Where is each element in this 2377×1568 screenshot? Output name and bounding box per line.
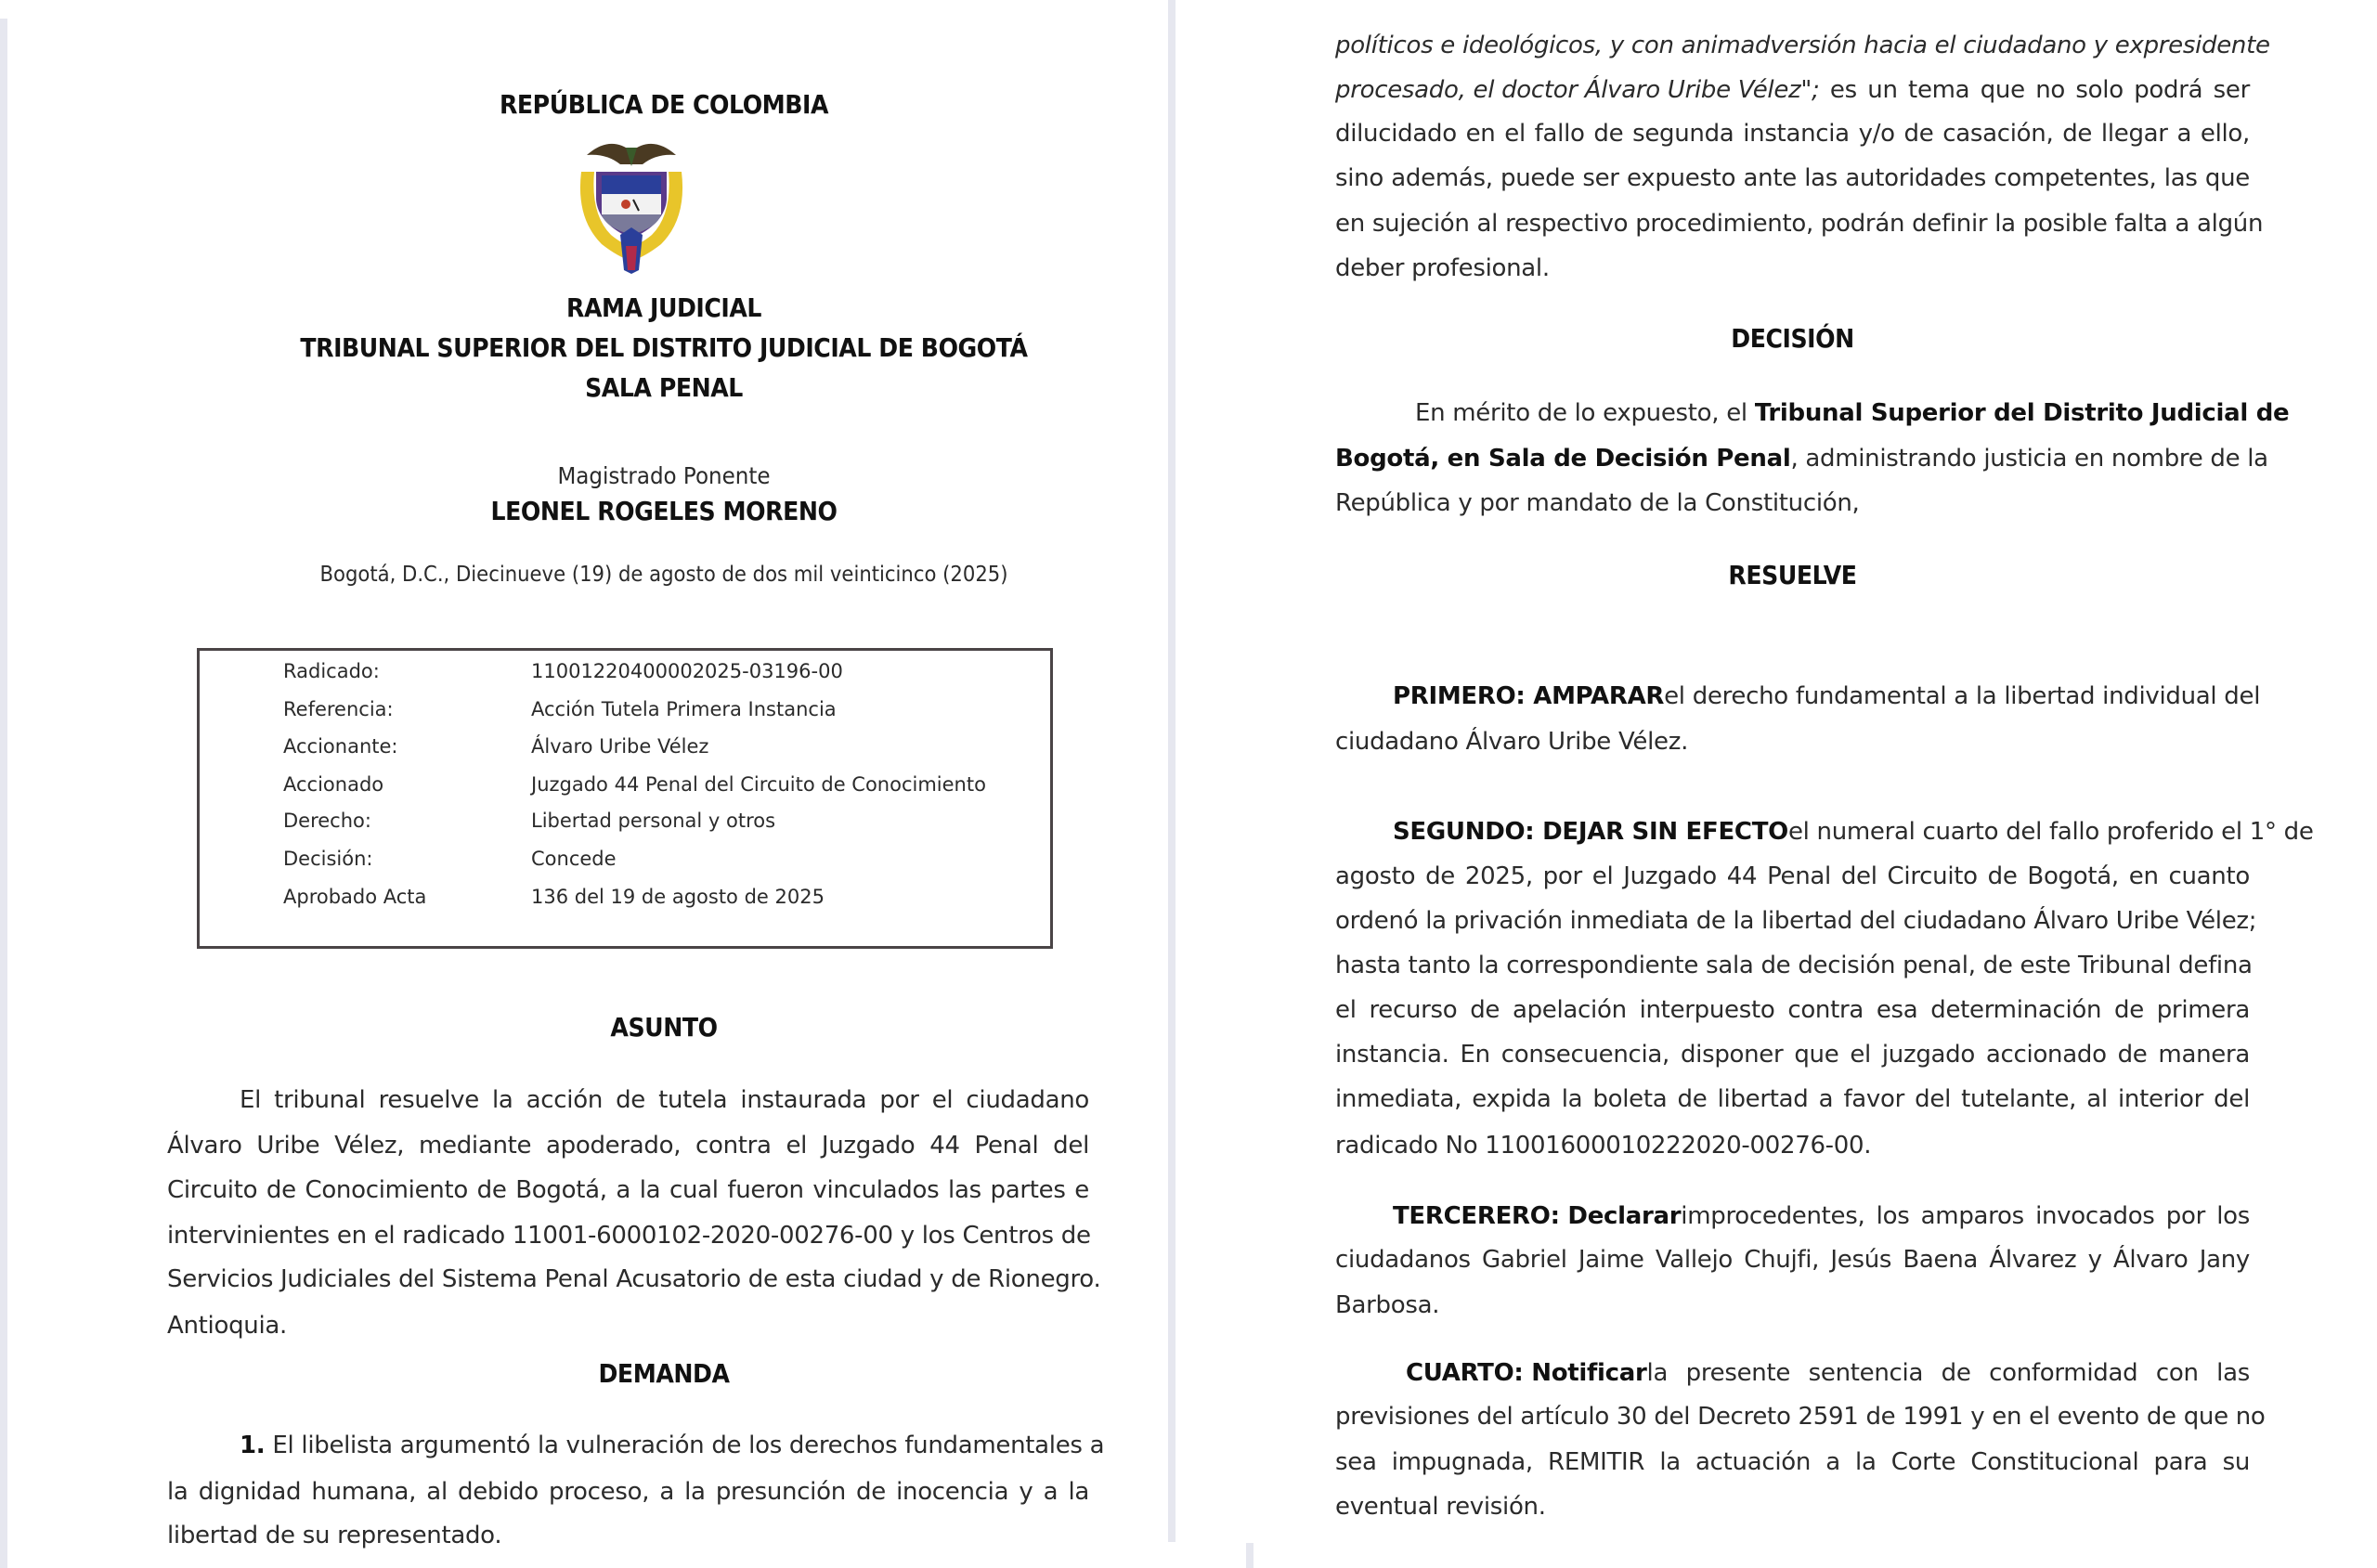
case-value: 136 del 19 de agosto de 2025 [531,886,825,908]
decision-line-rest: , administrando justicia en nombre de la [1790,445,2268,473]
asunto-line: intervinientes en el radicado 11001-6000102-2020-00276-00 y los Centros de [167,1222,1091,1250]
tribunal-title: TRIBUNAL SUPERIOR DEL DISTRITO JUDICIAL DE BOGOTÁ [300,332,1028,363]
magistrate-role: Magistrado Ponente [557,462,771,489]
resolution-primero-line: ciudadano Álvaro Uribe Vélez. [1335,728,1689,756]
case-value: Concede [531,848,617,870]
intro-line: en sujeción al respectivo procedimiento, podrán definir la posible falta a algún [1335,210,2264,238]
intro-line [1335,76,2250,104]
asunto-line: El tribunal resuelve la acción de tutela instaurada por el ciudadano [240,1086,1089,1114]
asunto-line: Álvaro Uribe Vélez, mediante apoderado, contra el Juzgado 44 Penal del [167,1132,1089,1160]
page-divider [1168,0,1176,1542]
section-heading-asunto: ASUNTO [610,1012,718,1043]
resolution-segundo-line [1393,818,2314,846]
resolution-tercero-line: Barbosa. [1335,1291,1440,1319]
resolution-cuarto-line [1406,1359,2250,1387]
intro-line-rest: es un tema que no solo podrá ser [1819,76,2250,104]
resolution-tercero-line: ciudadanos Gabriel Jaime Vallejo Chujfi, Jesús Baena Álvarez y Álvaro Jany [1335,1246,2250,1274]
demanda-line [240,1432,1105,1459]
resolution-cuarto-bold: CUARTO: Notificar [1406,1359,1647,1387]
intro-line: deber profesional. [1335,254,1550,282]
decision-line-pre: En mérito de lo expuesto, el [1415,399,1755,427]
resolution-primero-rest: el derecho fundamental a la libertad individual del [1664,682,2261,710]
demanda-line: la dignidad humana, al debido proceso, a la presunción de inocencia y a la [167,1478,1089,1506]
case-label: Accionante: [283,735,398,758]
resolution-segundo-line: hasta tanto la correspondiente sala de decisión penal, de este Tribunal defina [1335,952,2253,979]
resolution-tercero-bold: TERCERERO: Declarar [1393,1202,1682,1230]
demanda-line: libertad de su representado. [167,1522,502,1549]
section-heading-resuelve: RESUELVE [1728,560,1857,590]
intro-line: sino además, puede ser expuesto ante las autoridades competentes, las que [1335,164,2250,192]
resolution-cuarto-line: sea impugnada, REMITIR la actuación a la Corte Constitucional para su [1335,1448,2250,1476]
case-value: Álvaro Uribe Vélez [531,735,709,758]
decision-line: República y por mandato de la Constitución, [1335,489,1860,517]
case-label: Referencia: [283,698,394,720]
demanda-item-number: 1. [240,1432,266,1459]
decision-line [1335,445,2268,473]
asunto-line: Antioquia. [167,1312,287,1340]
date-line: Bogotá, D.C., Diecinueve (19) de agosto de dos mil veinticinco (2025) [319,563,1008,587]
asunto-line: Circuito de Conocimiento de Bogotá, a la cual fueron vinculados las partes e [167,1176,1089,1204]
case-label: Radicado: [283,660,380,682]
case-info-box [197,648,1053,949]
case-value: 11001220400002025-03196-00 [531,660,843,682]
colombia-coat-of-arms-icon [568,135,695,276]
resolution-primero-bold: PRIMERO: AMPARAR [1393,682,1665,710]
intro-line: dilucidado en el fallo de segunda instancia y/o de casación, de llegar a ello, [1335,120,2250,148]
branch-title: RAMA JUDICIAL [566,292,761,323]
chamber-title: SALA PENAL [585,372,743,403]
decision-line-bold: Bogotá, en Sala de Decisión Penal [1335,445,1791,473]
resolution-segundo-line: inmediata, expida la boleta de libertad a favor del tutelante, al interior del [1335,1085,2250,1113]
intro-line: políticos e ideológicos, y con animadversión hacia el ciudadano y expresidente [1335,32,2270,59]
case-value: Juzgado 44 Penal del Circuito de Conocimiento [531,773,986,796]
decision-line [1415,399,2290,427]
resolution-cuarto-line: eventual revisión. [1335,1493,1546,1521]
intro-quote-end: procesado, el doctor Álvaro Uribe Vélez"; [1335,76,1820,104]
resolution-primero-line [1393,682,2261,710]
resolution-cuarto-line: previsiones del artículo 30 del Decreto 2591 de 1991 y en el evento de que no [1335,1403,2266,1431]
case-label: Aprobado Acta [283,886,427,908]
resolution-segundo-line: instancia. En consecuencia, disponer que el juzgado accionado de manera [1335,1041,2250,1069]
case-label: Accionado [283,773,384,796]
decision-line-bold: Tribunal Superior del Distrito Judicial de [1754,399,2290,427]
case-value: Libertad personal y otros [531,810,776,832]
resolution-segundo-line: ordenó la privación inmediata de la libertad del ciudadano Álvaro Uribe Vélez; [1335,907,2257,935]
magistrate-name: LEONEL ROGELES MORENO [490,496,838,526]
resolution-cuarto-rest: la presente sentencia de conformidad con las [1646,1359,2250,1387]
resolution-segundo-bold: SEGUNDO: DEJAR SIN EFECTO [1393,818,1788,846]
left-page [0,0,1168,1568]
resolution-segundo-line: el recurso de apelación interpuesto contra esa determinación de primera [1335,996,2250,1024]
resolution-segundo-line: agosto de 2025, por el Juzgado 44 Penal del Circuito de Bogotá, en cuanto [1335,862,2250,890]
country-title: REPÚBLICA DE COLOMBIA [499,89,829,120]
case-label: Derecho: [283,810,371,832]
section-heading-decision: DECISIÓN [1731,323,1854,354]
case-label: Decisión: [283,848,373,870]
demanda-line-text: El libelista argumentó la vulneración de los derechos fundamentales a [272,1432,1105,1459]
resolution-tercero-rest: improcedentes, los amparos invocados por los [1681,1202,2250,1230]
resolution-segundo-line: radicado No 11001600010222020-00276-00. [1335,1132,1872,1160]
resolution-tercero-line [1393,1202,2250,1230]
section-heading-demanda: DEMANDA [598,1358,730,1389]
asunto-line: Servicios Judiciales del Sistema Penal Acusatorio de esta ciudad y de Rionegro. [167,1265,1101,1293]
resolution-segundo-rest: el numeral cuarto del fallo proferido el 1° de [1787,818,2314,846]
case-value: Acción Tutela Primera Instancia [531,698,837,720]
